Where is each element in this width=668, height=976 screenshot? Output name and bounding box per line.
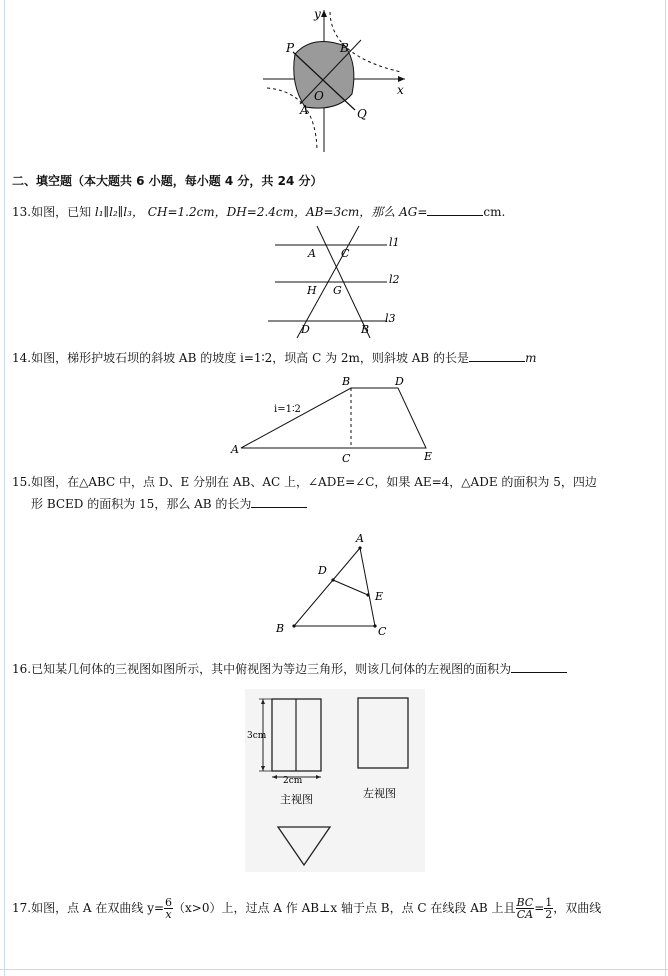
fig13-line-l1: l1 <box>389 236 400 249</box>
fig14-point-c: C <box>342 452 351 465</box>
question-17 <box>12 892 601 926</box>
fig14-point-e: E <box>424 450 433 463</box>
question-15-line-1: 15.如图，在△ABC 中，点 D、E 分别在 AB、AC 上，∠ADE=∠C，如果 AE=4，△ADE 的面积为 5，四边 <box>12 475 597 489</box>
q17-text-b: （x>0）上，过点 A 作 AB⊥x 轴于点 B，点 C 在线段 AB 上且 <box>173 901 516 915</box>
q14-text: 14.如图，梯形护坡石坝的斜坡 AB 的坡度 i=1∶2，坝高 C 为 2m，则斜坡 AB 的长是 <box>12 351 470 365</box>
q17-frac3-den: 2 <box>545 908 553 921</box>
q17-fraction-6-over-x <box>164 897 173 920</box>
fig15-point-a: A <box>356 532 364 545</box>
question-16 <box>12 660 567 677</box>
fig14-point-d: D <box>395 375 404 388</box>
fig13-line-l2: l2 <box>389 273 400 286</box>
fig16-height-label: 3cm <box>247 731 267 741</box>
triangle-abc-figure <box>270 528 395 640</box>
q17-frac2-num: BC <box>516 896 534 909</box>
fig0-point-p: P <box>286 41 295 55</box>
fig13-point-a: A <box>308 247 316 260</box>
fig13-line-l3: l3 <box>385 312 396 325</box>
fig14-slope-label: i=1∶2 <box>274 404 301 415</box>
section-heading: 二、填空题（本大题共 6 小题，每小题 4 分，共 24 分） <box>12 174 323 188</box>
q17-fraction-1-over-2 <box>544 897 553 920</box>
fig16-left-view-label: 左视图 <box>363 787 396 800</box>
q15-answer-blank <box>251 495 307 508</box>
fig0-y-label: y <box>314 7 321 21</box>
q17-frac2-den: CA <box>516 908 534 921</box>
fig13-point-c: C <box>341 247 350 260</box>
fig15-point-d: D <box>318 564 327 577</box>
q17-frac1-den: x <box>165 908 172 921</box>
q13-unit: cm. <box>483 205 506 219</box>
question-14 <box>12 349 536 366</box>
q15-line2-text: 形 BCED 的面积为 15，那么 AB 的长为 <box>31 497 252 511</box>
q13-parallel-lines: l₁∥l₂∥l₃， <box>94 205 144 219</box>
q13-ag: AG= <box>399 205 428 219</box>
q13-lead: 13.如图，已知 <box>12 205 92 219</box>
page-edge-left <box>4 0 5 976</box>
fig0-origin-o: O <box>314 89 324 103</box>
fig13-point-d: D <box>301 323 310 336</box>
fig0-point-a: A <box>300 103 309 117</box>
q17-frac3-num: 1 <box>545 896 553 909</box>
fig0-x-label: x <box>397 83 404 97</box>
fig16-width-label: 2cm <box>283 776 303 786</box>
question-13 <box>12 203 505 220</box>
question-15-line-2 <box>31 495 307 512</box>
fig13-point-g: G <box>333 284 342 297</box>
q17-frac1-num: 6 <box>165 896 173 909</box>
q16-answer-blank <box>511 660 567 673</box>
q17-fraction-bc-over-ca <box>516 897 535 920</box>
q13-measures: CH=1.2cm，DH=2.4cm，AB=3cm，那么 <box>147 205 396 219</box>
fig13-point-b: B <box>361 323 370 336</box>
q17-text-c: ，双曲线 <box>553 901 602 915</box>
q17-equals: = <box>534 901 545 915</box>
fig14-point-b: B <box>342 375 351 388</box>
fig16-front-view-label: 主视图 <box>280 793 313 806</box>
fig15-point-c: C <box>378 625 387 638</box>
page-edge-right <box>665 0 666 976</box>
fig13-point-h: H <box>307 284 317 297</box>
q14-answer-blank <box>469 349 525 362</box>
hyperbola-lens-figure <box>255 4 415 154</box>
page-edge-bottom <box>0 969 668 970</box>
trapezoid-dam-figure <box>228 372 443 468</box>
fig15-point-b: B <box>276 622 285 635</box>
fig0-point-q: Q <box>357 107 367 121</box>
q16-text: 16.已知某几何体的三视图如图所示，其中俯视图为等边三角形，则该几何体的左视图的面积为 <box>12 662 512 676</box>
parallel-lines-figure <box>265 224 415 342</box>
fig14-point-a: A <box>231 443 239 456</box>
q17-text-a: 17.如图，点 A 在双曲线 y= <box>12 901 165 915</box>
q13-answer-blank <box>427 203 483 216</box>
fig0-point-b: B <box>340 41 349 55</box>
q14-unit: m <box>525 351 537 365</box>
three-views-figure <box>245 689 425 872</box>
fig15-point-e: E <box>375 590 384 603</box>
